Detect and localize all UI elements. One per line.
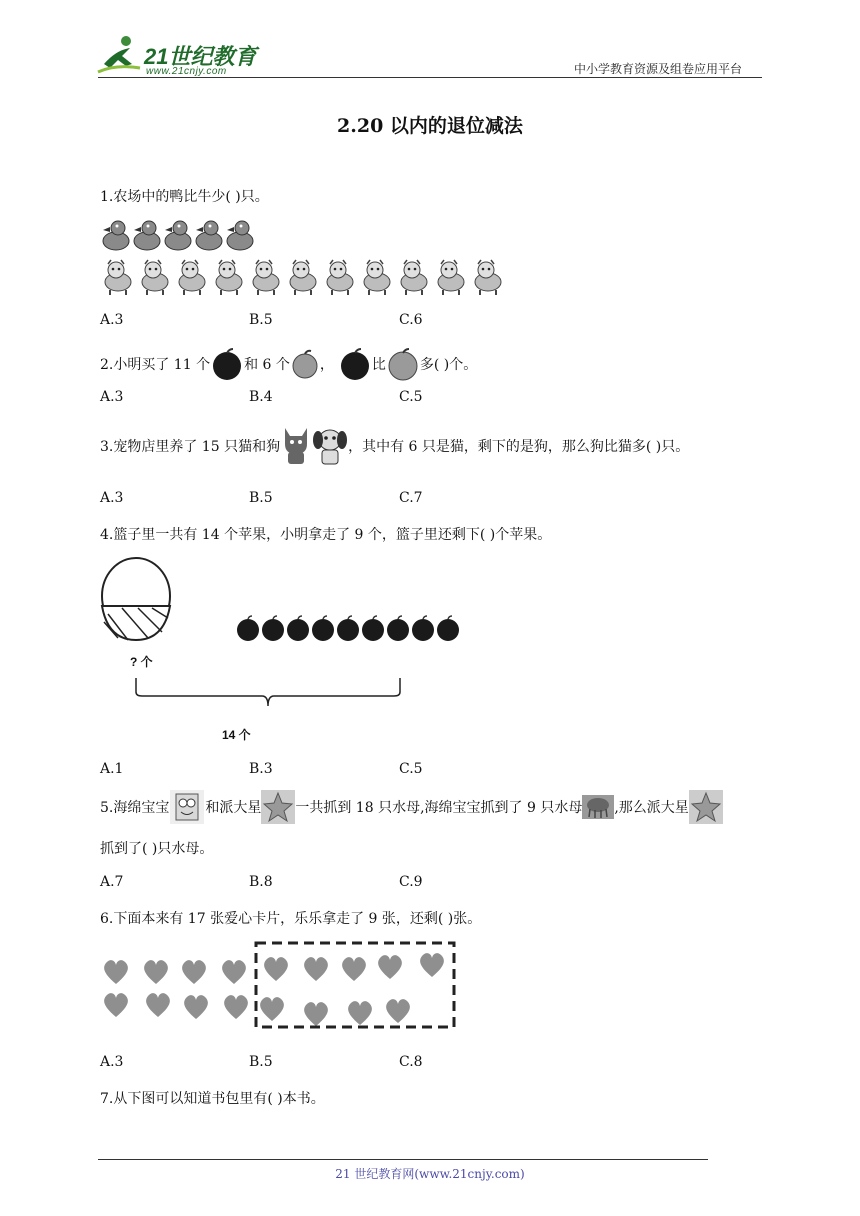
runner-logo-icon: [96, 34, 142, 76]
question-7-stem: 7.从下图可以知道书包里有( )本书。: [100, 1091, 325, 1107]
q2-option-a[interactable]: A.3: [100, 389, 124, 405]
gray-apple-icon: [386, 347, 420, 381]
gray-apple-icon: [290, 349, 320, 379]
question-2-stem: [100, 347, 477, 381]
q2-stem-part-5: 多( )个。: [419, 357, 478, 373]
q2-option-c[interactable]: C.5: [399, 389, 423, 405]
q4-option-c[interactable]: C.5: [399, 761, 423, 777]
basket-figure: [98, 556, 176, 646]
q5-option-a[interactable]: A.7: [100, 874, 124, 890]
question-1-stem: 1.农场中的鸭比牛少( )只。: [100, 189, 269, 205]
footer-link[interactable]: 21 世纪教育网(www.21cnjy.com): [335, 1167, 525, 1181]
q5-stem-part-4: ,那么派大星: [614, 800, 689, 816]
q3-option-b[interactable]: B.5: [249, 490, 273, 506]
q1-option-c[interactable]: C.6: [399, 312, 423, 328]
question-5-stem: [100, 789, 723, 825]
q5-stem-part-1: 5.海绵宝宝: [100, 800, 170, 816]
total-brace: [132, 676, 404, 710]
q5-option-b[interactable]: B.8: [249, 874, 273, 890]
patrick-star-icon: [689, 790, 723, 824]
q3-option-c[interactable]: C.7: [399, 490, 423, 506]
logo-url: www.21cnjy.com: [146, 66, 227, 77]
q1-option-b[interactable]: B.5: [249, 312, 273, 328]
header-slogan: 中小学教育资源及组卷应用平台: [574, 62, 743, 76]
q3-option-a[interactable]: A.3: [100, 490, 124, 506]
black-apple-icon: [338, 347, 372, 381]
footer-rule: [98, 1159, 708, 1160]
q5-stem-part-2: 和派大星: [205, 800, 262, 816]
question-5-stem-line2: 抓到了( )只水母。: [100, 841, 214, 857]
header-rule: [98, 77, 762, 78]
apples-row-figure: [236, 614, 466, 644]
patrick-star-icon: [261, 790, 295, 824]
spongebob-icon: [169, 789, 205, 825]
q2-stem-part-3: ，: [319, 357, 334, 373]
q1-option-a[interactable]: A.3: [100, 312, 124, 328]
jellyfish-icon: [582, 795, 614, 819]
q5-stem-part-3: 一共抓到 18 只水母,海绵宝宝抓到了 9 只水母: [295, 800, 583, 816]
q4-option-b[interactable]: B.3: [249, 761, 273, 777]
black-apple-icon: [210, 347, 244, 381]
q2-option-b[interactable]: B.4: [249, 389, 273, 405]
dog-icon: [312, 424, 348, 468]
cows-figure: [100, 258, 510, 296]
question-4-stem: 4.篮子里一共有 14 个苹果，小明拿走了 9 个，篮子里还剩下( )个苹果。: [100, 527, 552, 543]
q5-option-c[interactable]: C.9: [399, 874, 423, 890]
question-6-stem: 6.下面本来有 17 张爱心卡片，乐乐拿走了 9 张，还剩( )张。: [100, 911, 482, 927]
total-count-label: 14 个: [222, 728, 251, 742]
q3-stem-part-1: 3.宠物店里养了 15 只猫和狗: [100, 439, 281, 455]
q6-option-a[interactable]: A.3: [100, 1054, 124, 1070]
logo-text: 21世纪教育: [144, 44, 257, 69]
unknown-count-label: ? 个: [130, 655, 153, 669]
header: [0, 0, 860, 80]
q6-option-c[interactable]: C.8: [399, 1054, 423, 1070]
q6-option-b[interactable]: B.5: [249, 1054, 273, 1070]
question-3-stem: [100, 424, 689, 468]
cat-icon: [280, 424, 312, 468]
hearts-figure: [98, 938, 462, 1032]
page-title: 2.20 以内的退位减法: [337, 115, 523, 137]
q4-option-a[interactable]: A.1: [100, 761, 124, 777]
q3-stem-part-2: ，其中有 6 只是猫，剩下的是狗，那么狗比猫多( )只。: [348, 439, 690, 455]
q2-stem-part-4: 比: [371, 357, 386, 373]
q2-stem-part-1: 2.小明买了 11 个: [100, 357, 211, 373]
q2-stem-part-2: 和 6 个: [244, 357, 290, 373]
ducks-figure: [100, 217, 260, 255]
